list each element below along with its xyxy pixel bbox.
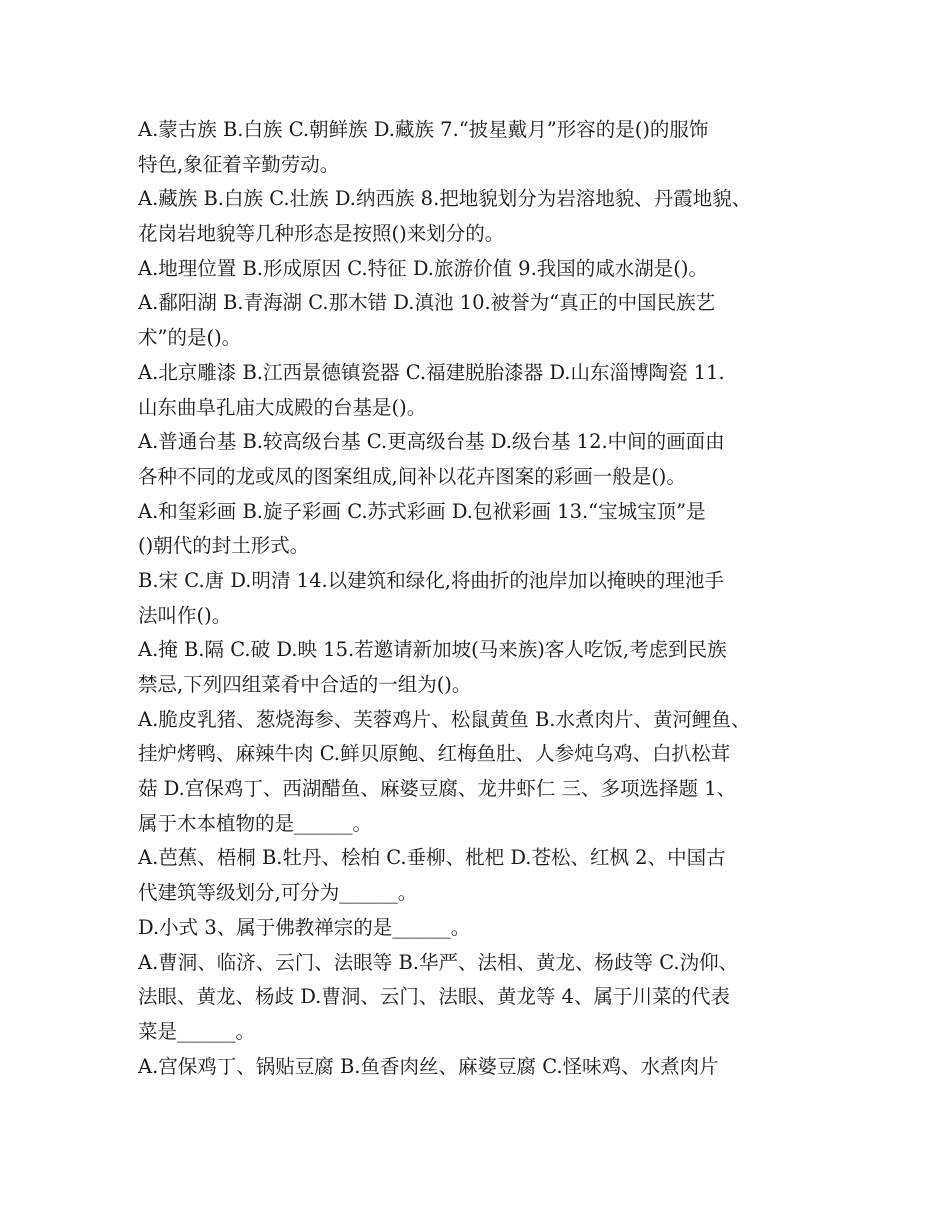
text-line: 菜是______。 bbox=[138, 1019, 256, 1043]
text-line: 禁忌,下列四组菜肴中合适的一组为()。 bbox=[138, 673, 472, 696]
text-line: 属于木本植物的是______。 bbox=[138, 811, 373, 835]
text-line: 花岗岩地貌等几种形态是按照()来划分的。 bbox=[138, 222, 505, 246]
text-line: A.宫保鸡丁、锅贴豆腐 B.鱼香肉丝、麻婆豆腐 C.怪味鸡、水煮肉片 bbox=[138, 1054, 719, 1078]
text-line: 挂炉烤鸭、麻辣牛肉 C.鲜贝原鲍、红梅鱼肚、人参炖乌鸡、白扒松茸 bbox=[138, 742, 731, 766]
text-line: D.小式 3、属于佛教禅宗的是______。 bbox=[138, 915, 471, 939]
text-line: A.普通台基 B.较高级台基 C.更高级台基 D.级台基 12.中间的画面由 bbox=[138, 430, 725, 454]
text-line: 山东曲阜孔庙大成殿的台基是()。 bbox=[138, 395, 427, 419]
text-line: A.地理位置 B.形成原因 C.特征 D.旅游价值 9.我国的咸水湖是()。 bbox=[138, 256, 708, 280]
text-line: 法眼、黄龙、杨歧 D.曹洞、云门、法眼、黄龙等 4、属于川菜的代表 bbox=[138, 985, 730, 1009]
document-body bbox=[138, 113, 828, 1084]
text-line: 代建筑等级划分,可分为______。 bbox=[138, 881, 418, 905]
text-line: A.脆皮乳猪、葱烧海参、芙蓉鸡片、松鼠黄鱼 B.水煮肉片、黄河鲤鱼、 bbox=[138, 707, 751, 731]
text-line: B.宋 C.唐 D.明清 14.以建筑和绿化,将曲折的池岸加以掩映的理池手 bbox=[138, 568, 724, 592]
text-line: 特色,象征着辛勤劳动。 bbox=[138, 152, 340, 176]
text-line: 术”的是()。 bbox=[138, 326, 242, 350]
text-line: 法叫作()。 bbox=[138, 603, 232, 627]
text-line: A.芭蕉、梧桐 B.牡丹、桧柏 C.垂柳、枇杷 D.苍松、红枫 2、中国古 bbox=[138, 846, 726, 870]
text-line: A.蒙古族 B.白族 C.朝鲜族 D.藏族 7.“披星戴月”形容的是()的服饰 bbox=[138, 118, 709, 141]
text-line: A.曹洞、临济、云门、法眼等 B.华严、法相、黄龙、杨歧等 C.沩仰、 bbox=[138, 950, 739, 974]
text-line: A.和玺彩画 B.旋子彩画 C.苏式彩画 D.包袱彩画 13.“宝城宝顶”是 bbox=[138, 499, 706, 523]
text-line: ()朝代的封土形式。 bbox=[138, 534, 310, 558]
text-line: 菇 D.宫保鸡丁、西湖醋鱼、麻婆豆腐、龙井虾仁 三、多项选择题 1、 bbox=[138, 777, 737, 801]
text-line: A.藏族 B.白族 C.壮族 D.纳西族 8.把地貌划分为岩溶地貌、丹霞地貌、 bbox=[138, 187, 752, 211]
text-line: A.北京雕漆 B.江西景德镇瓷器 C.福建脱胎漆器 D.山东淄博陶瓷 11. bbox=[138, 360, 725, 384]
text-line: A.掩 B.隔 C.破 D.映 15.若邀请新加坡(马来族)客人吃饭,考虑到民族 bbox=[138, 638, 727, 662]
text-line: 各种不同的龙或凤的图案组成,间补以花卉图案的彩画一般是()。 bbox=[138, 464, 686, 488]
text-line: A.鄱阳湖 B.青海湖 C.那木错 D.滇池 10.被誉为“真正的中国民族艺 bbox=[138, 291, 716, 315]
